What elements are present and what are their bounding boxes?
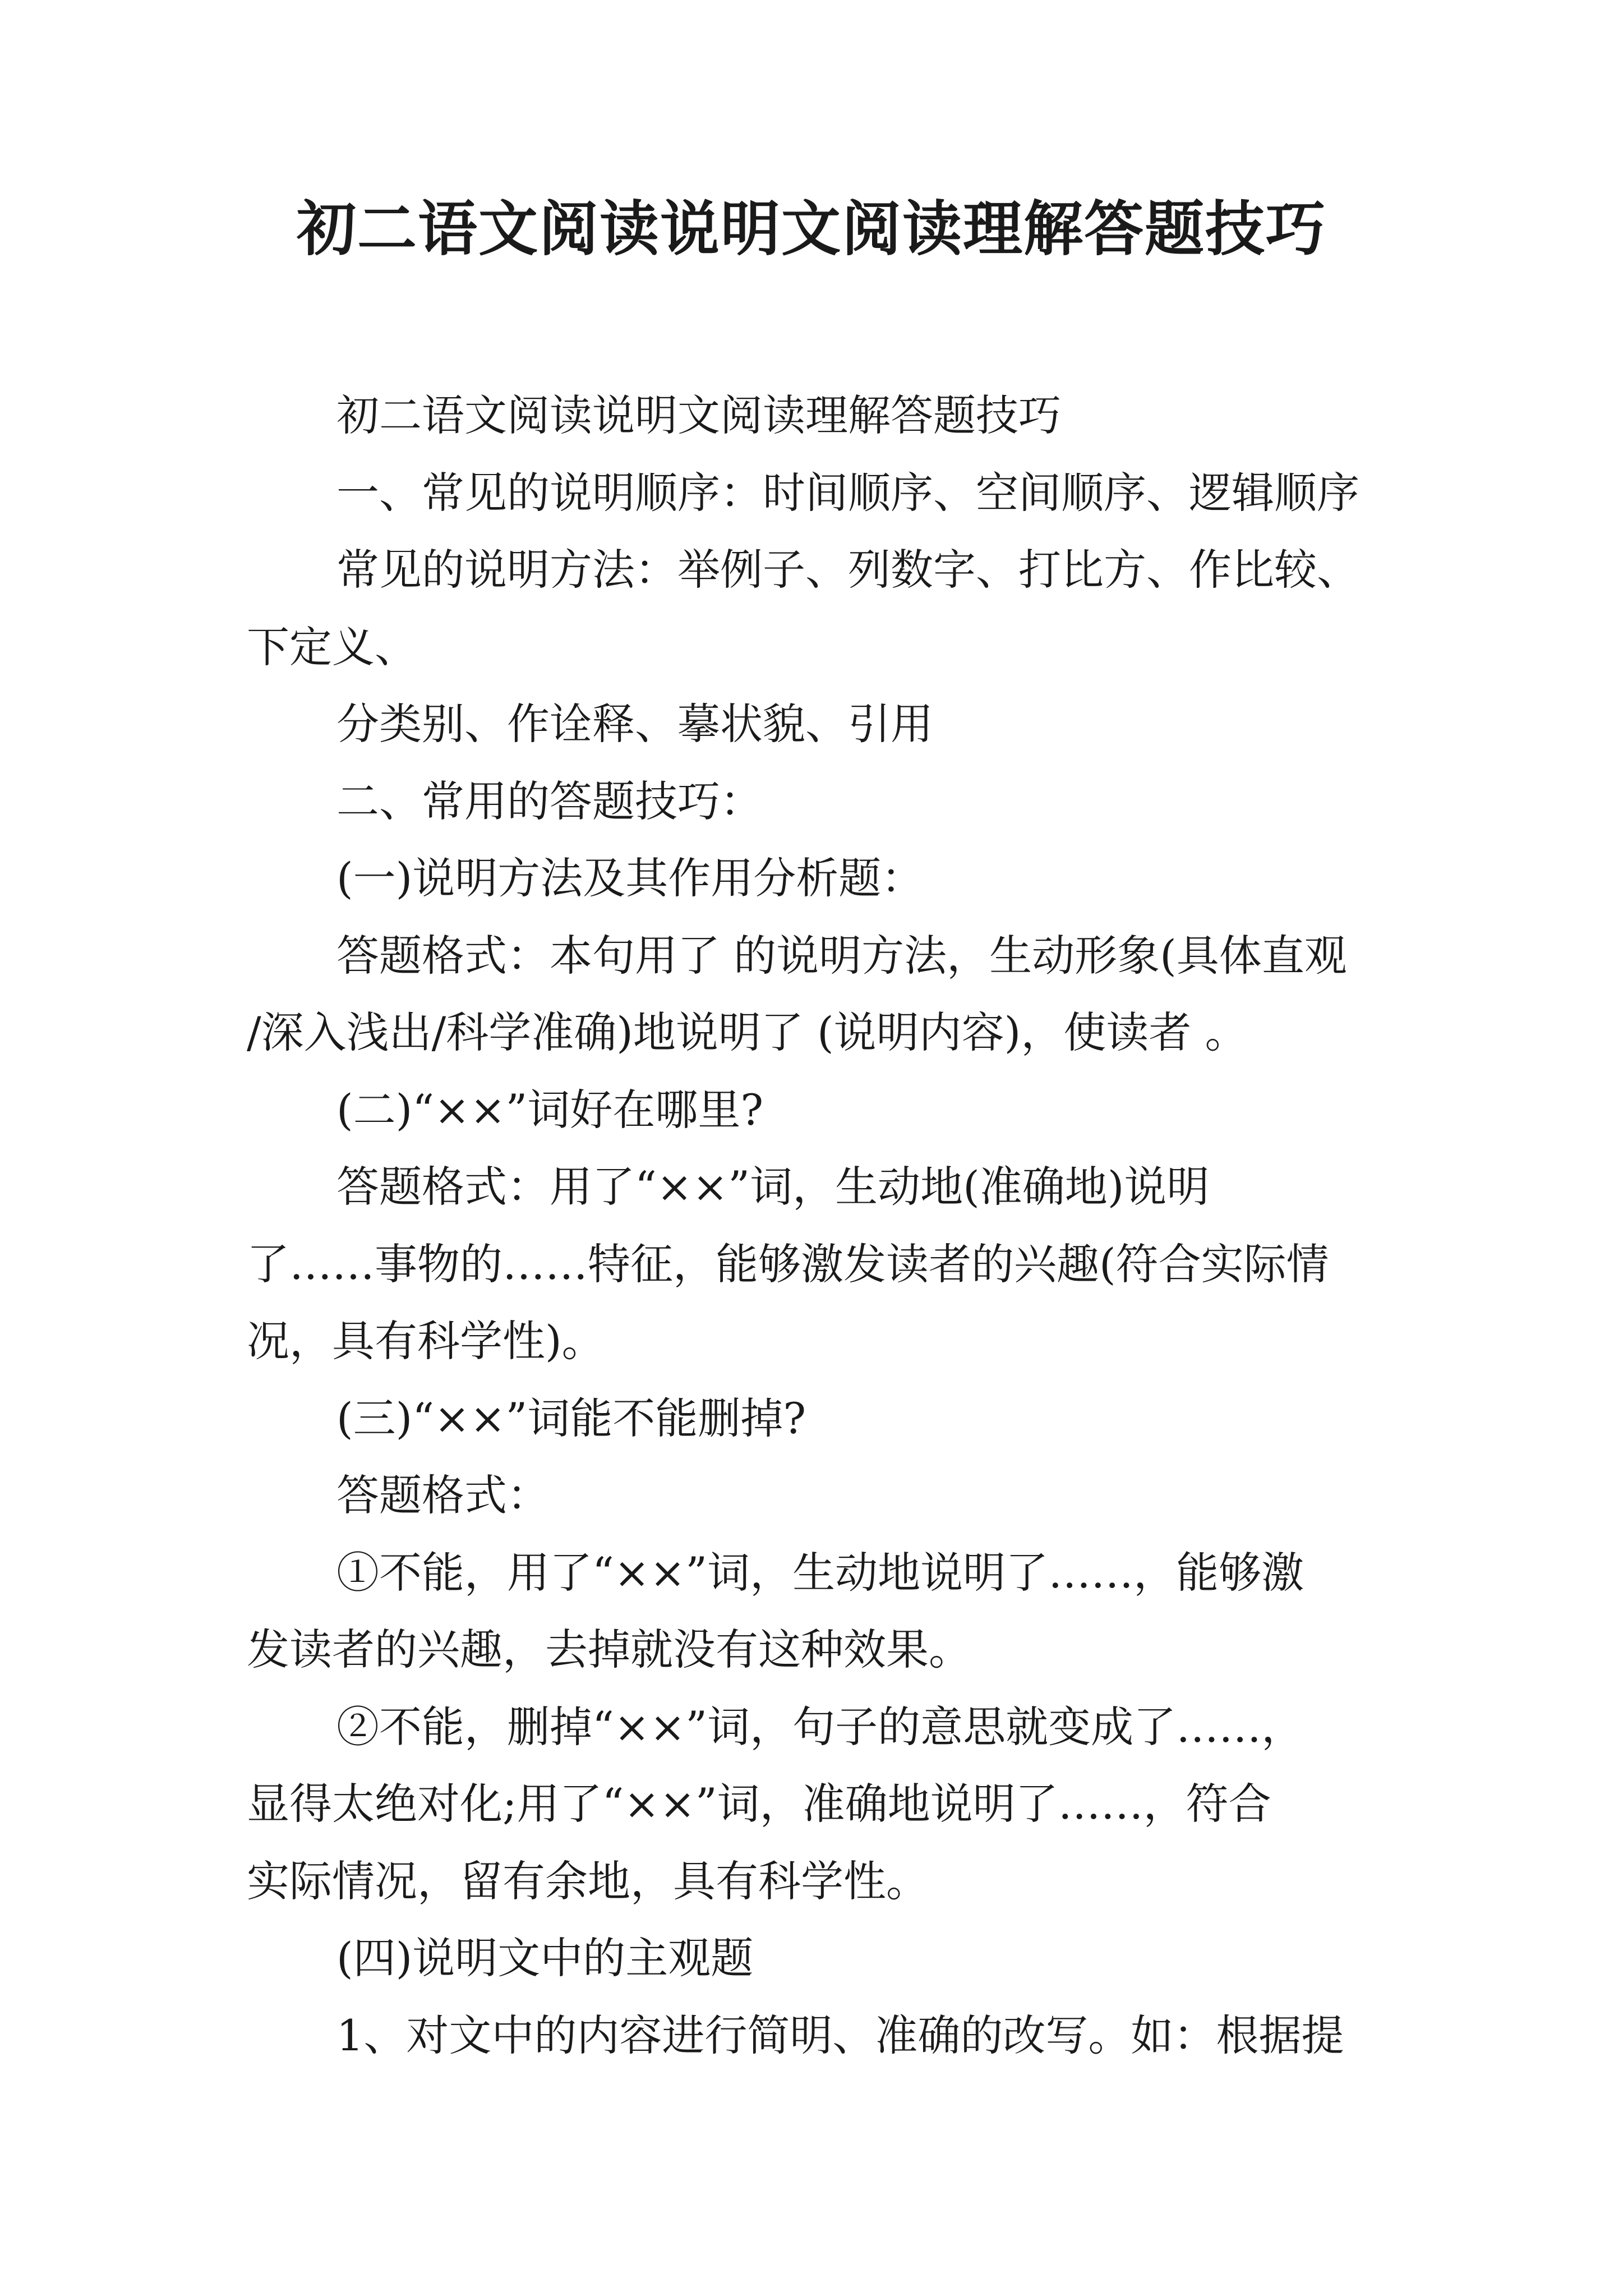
section-heading: 二、常用的答题技巧： bbox=[336, 776, 763, 826]
paragraph-line: 显得太绝对化;用了“××”词，准确地说明了……，符合 bbox=[247, 1779, 1271, 1829]
paragraph-line: 了……事物的……特征，能够激发读者的兴趣(符合实际情 bbox=[247, 1239, 1329, 1289]
paragraph-line: 常见的说明方法：举例子、列数字、打比方、作比较、 bbox=[336, 545, 1359, 595]
paragraph-line: /深入浅出/科学准确)地说明了 (说明内容)，使读者 。 bbox=[247, 1007, 1248, 1057]
paragraph-line: 答题格式：本句用了 的说明方法，生动形象(具体直观 bbox=[336, 930, 1347, 981]
paragraph-line: ②不能，删掉“××”词，句子的意思就变成了……， bbox=[336, 1701, 1304, 1752]
subsection-heading: (三)“××”词能不能删掉? bbox=[336, 1393, 806, 1443]
paragraph-line: 下定义、 bbox=[247, 622, 417, 672]
paragraph-line: 实际情况，留有余地，具有科学性。 bbox=[247, 1856, 929, 1906]
subsection-heading: (四)说明文中的主观题 bbox=[336, 1933, 754, 1983]
paragraph-line: 分类别、作诠释、摹状貌、引用 bbox=[336, 699, 933, 749]
paragraph-line: 1、对文中的内容进行简明、准确的改写。如：根据提 bbox=[336, 2010, 1344, 2060]
paragraph-line: 况，具有科学性)。 bbox=[247, 1316, 605, 1366]
paragraph-line: 初二语文阅读说明文阅读理解答题技巧 bbox=[336, 390, 1061, 440]
paragraph-line: 发读者的兴趣，去掉就没有这种效果。 bbox=[247, 1625, 971, 1674]
document-body bbox=[247, 377, 1391, 2074]
paragraph-line: ①不能，用了“××”词，生动地说明了……，能够激 bbox=[336, 1547, 1304, 1598]
subsection-heading: (二)“××”词好在哪里? bbox=[336, 1084, 764, 1135]
paragraph-line: 一、常见的说明顺序：时间顺序、空间顺序、逻辑顺序 bbox=[336, 467, 1359, 518]
paragraph-line: 答题格式：用了“××”词，生动地(准确地)说明 bbox=[336, 1162, 1210, 1212]
document-title: 初二语文阅读说明文阅读理解答题技巧 bbox=[297, 194, 1326, 264]
subsection-heading: (一)说明方法及其作用分析题： bbox=[336, 853, 924, 903]
paragraph-line: 答题格式： bbox=[336, 1470, 550, 1520]
